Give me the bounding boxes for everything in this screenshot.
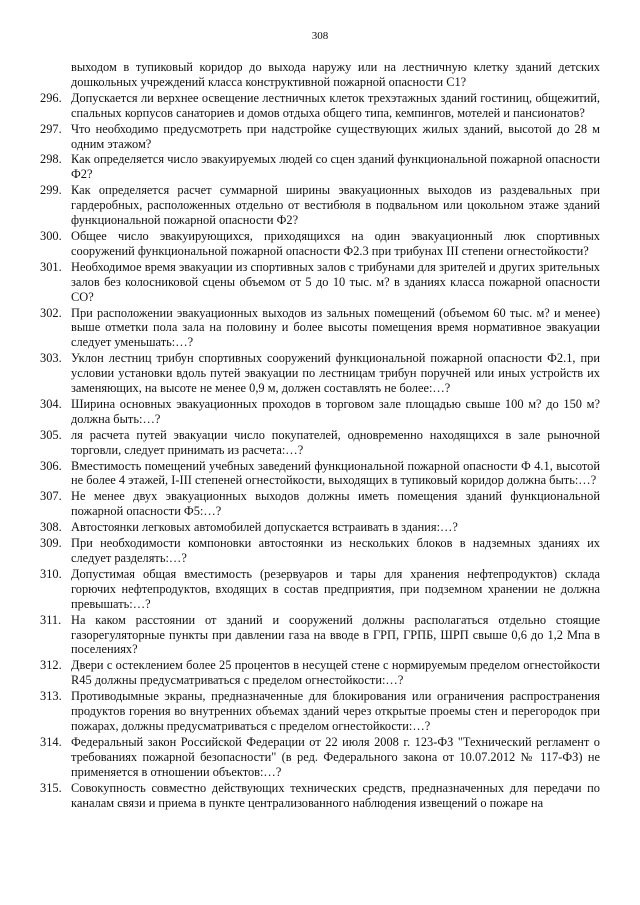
questions [40, 91, 600, 811]
question-item [40, 489, 600, 519]
question-text: Что необходимо предусмотреть при надстройке существующих жилых зданий, высотой до 28 м одним этажом? [71, 121, 600, 151]
question-item [40, 781, 600, 811]
question-number: 309. [40, 536, 62, 551]
question-text: Не менее двух эвакуационных выходов должны иметь помещения зданий функциональной пожарной опасности Ф5:…? [71, 489, 600, 519]
question-number: 306. [40, 458, 62, 473]
question-number: 305. [40, 427, 62, 442]
question-text: Ширина основных эвакуационных проходов в торговом зале площадью свыше 100 м? до 150 м? должна быть:…? [71, 396, 600, 426]
question-number: 296. [40, 90, 62, 105]
question-item [40, 613, 600, 658]
question-number: 308. [40, 520, 62, 535]
question-number: 315. [40, 780, 62, 795]
question-item [40, 122, 600, 152]
question-text: На каком расстоянии от зданий и сооружений должны располагаться отдельно стоящие газорегуляторные пункты при давлении газа на вводе в ГРП, ГРПБ, ШРП свыше 0,6 до 1,2 Мпа в поселениях? [71, 612, 600, 657]
question-number: 313. [40, 689, 62, 704]
question-text: Противодымные экраны, предназначенные для блокирования или ограничения распространения продуктов горения во внутренних объемах зданий через открытые проемы стен и перегородок при пожарах, должны предусматриваться с пределом огнестойкости:…? [71, 689, 600, 733]
question-item [40, 520, 600, 535]
question-number: 310. [40, 566, 62, 581]
question-text: Допускается ли верхнее освещение лестничных клеток трехэтажных зданий гостиниц, общежитий, спальных корпусов санаториев и домов отдыха общего типа, кемпингов, мотелей и пансионатов? [71, 90, 600, 120]
question-number: 303. [40, 351, 62, 366]
question-item [40, 152, 600, 182]
question-text: При необходимости компоновки автостоянки из нескольких блоков в надземных зданиях их следует разделять:…? [71, 536, 600, 565]
question-item [40, 536, 600, 566]
continued-question-text: выходом в тупиковый коридор до выхода наружу или на лестничную клетку зданий детских дошкольных учреждений класса конструктивной пожарной опасности С1? [71, 60, 600, 89]
question-item [40, 735, 600, 780]
question-item [40, 260, 600, 305]
question-item [40, 428, 600, 458]
question-text: При расположении эвакуационных выходов из зальных помещений (объемом 60 тыс. м? и менее) выше отметки пола зала на половину и более высоты помещения время нормативное эвакуации следует уменьшать:…? [71, 305, 600, 350]
question-number: 314. [40, 734, 62, 749]
question-item [40, 306, 600, 351]
question-list [40, 60, 600, 811]
question-number: 304. [40, 396, 62, 411]
question-text: Как определяется расчет суммарной ширины эвакуационных выходов из раздевальных при гардеробных, расположенных отдельно от вестибюля в подвальном или цокольном этаже зданий функциональной пожарной опасности Ф2? [71, 183, 600, 228]
question-text: Общее число эвакуирующихся, приходящихся на один эвакуационный люк спортивных сооружений функциональной пожарной опасности Ф2.3 при трибунах III степени огнестойкости? [71, 228, 600, 258]
question-item [40, 229, 600, 259]
question-number: 300. [40, 228, 62, 243]
page-number: 308 [311, 30, 329, 42]
question-text: ля расчета путей эвакуации число покупателей, одновременно находящихся в зале рыночной торговли, следует принимать из расчета:…? [71, 427, 600, 457]
question-number: 301. [40, 259, 62, 274]
question-number: 298. [40, 152, 62, 167]
question-text: Уклон лестниц трибун спортивных сооружений функциональной пожарной опасности Ф2.1, при условии установки вдоль путей эвакуации по лестницам трибун поручней или иных устройств их заменяющих, на высоте не менее 0,9 м, должен составлять не более:…? [71, 351, 600, 396]
question-item [40, 351, 600, 396]
question-number: 307. [40, 489, 62, 504]
question-number: 311. [40, 612, 62, 627]
question-item [40, 658, 600, 688]
question-number: 312. [40, 658, 62, 673]
question-item [40, 689, 600, 734]
question-text: Как определяется число эвакуируемых людей со сцен зданий функциональной пожарной опасности Ф2? [71, 152, 600, 182]
question-item [40, 567, 600, 612]
question-text: Допустимая общая вместимость (резервуаров и тары для хранения нефтепродуктов) склада горючих нефтепродуктов, входящих в состав предприятия, при подземном хранении не должна превышать:…? [71, 566, 600, 611]
question-text: Двери с остеклением более 25 процентов в несущей стене с нормируемым пределом огнестойкости R45 должны предусматриваться с пределом огнестойкости:…? [71, 658, 600, 688]
question-item [40, 459, 600, 489]
question-number: 297. [40, 121, 62, 136]
question-text: Необходимое время эвакуации из спортивных залов с трибунами для зрителей и других зрительных залов без колосниковой сцены объемом от 5 до 10 тыс. м? в зданиях класса пожарной опасности СО? [71, 259, 600, 304]
question-text: Автостоянки легковых автомобилей допускается встраивать в здания:…? [71, 520, 458, 535]
question-text: Совокупность совместно действующих технических средств, предназначенных для передачи по каналам связи и приема в пункте централизованного наблюдения извещений о пожаре на [71, 780, 600, 810]
question-item [40, 91, 600, 121]
question-item [40, 397, 600, 427]
question-text: Вместимость помещений учебных заведений функциональной пожарной опасности Ф 4.1, высотой не более 4 этажей, I-III степеней огнестойкости, выходящих в тупиковый коридор должна быть:…? [71, 458, 600, 488]
question-number: 299. [40, 183, 62, 198]
question-item [40, 183, 600, 228]
question-number: 302. [40, 305, 62, 320]
question-text: Федеральный закон Российской Федерации от 22 июля 2008 г. 123-ФЗ "Технический регламент о требованиях пожарной безопасности" (в ред. Федерального закона от 10.07.2012 № 117-ФЗ) не применяется в отношении объектов:…? [71, 734, 600, 779]
